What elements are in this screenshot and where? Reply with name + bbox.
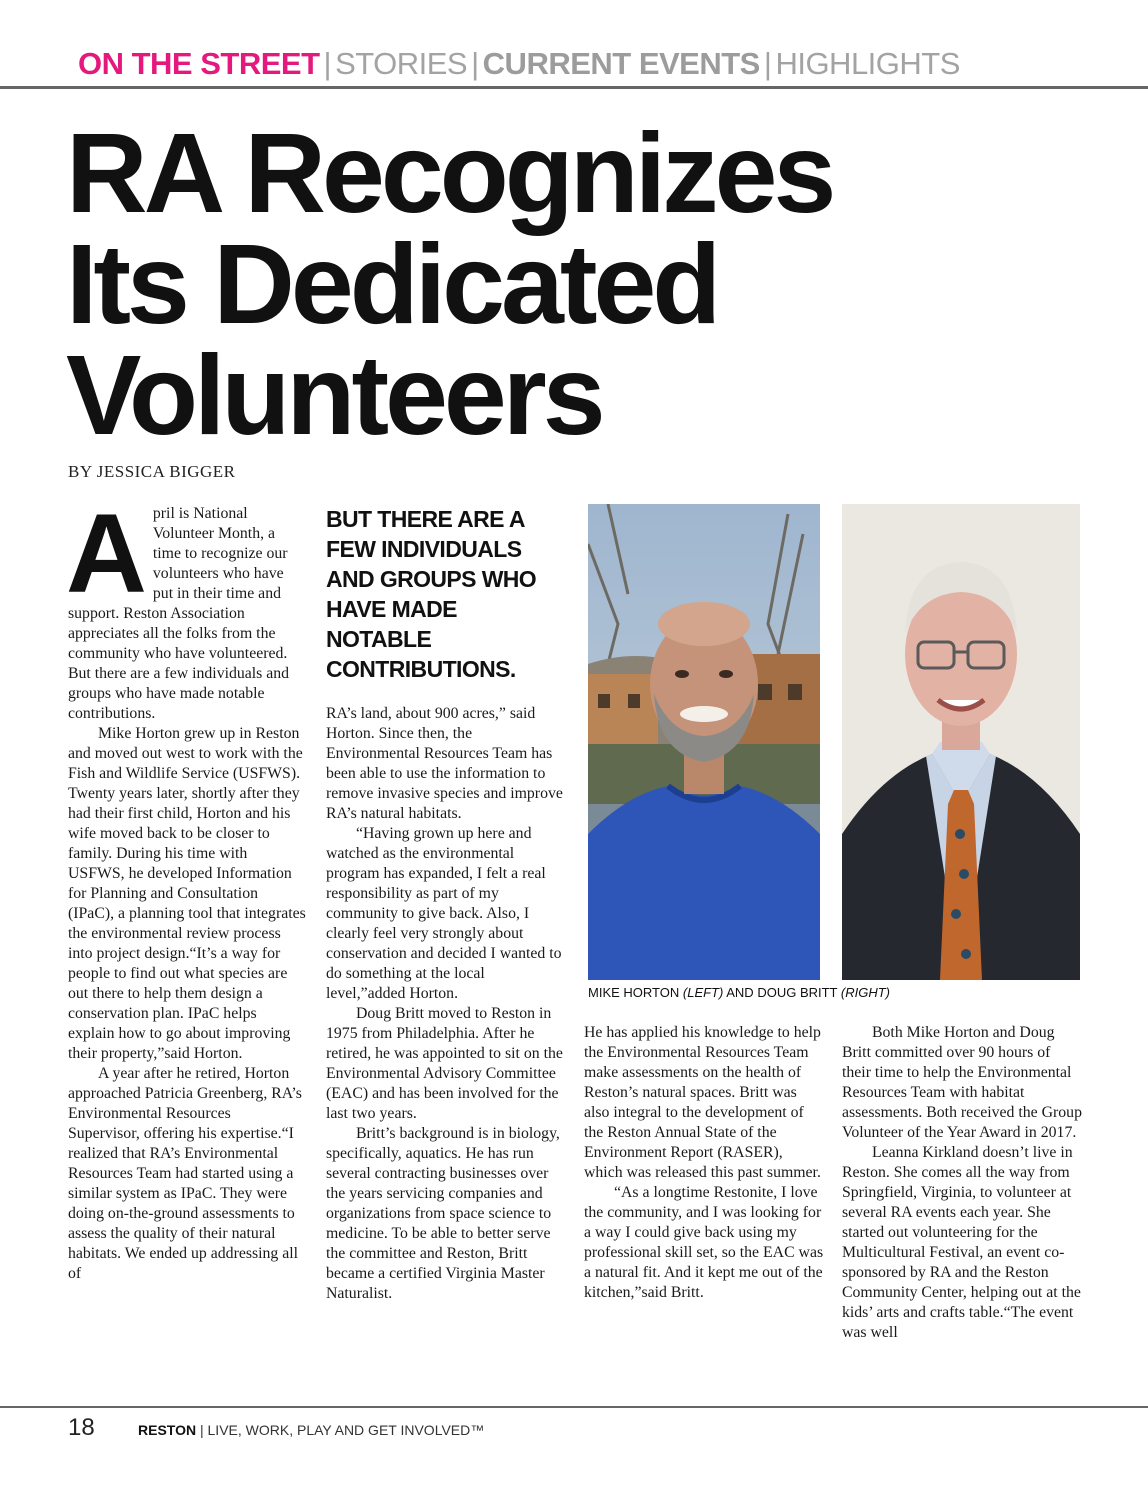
paragraph: Mike Horton grew up in Reston and moved out west to work with the Fish and Wildlife Service (USFWS). Twenty years later, shortly after they had their first child, Horton and his wife moved back to be closer to family. During his time with USFWS, he developed Information for Planning and Consultation (IPaC), a planning tool that integrates the environmental review process into project design.“It’s a way for people to find out what species are out there to help them design a conservation plan. IPaC helps explain how to go about improving their property,”said Horton.	[68, 725, 306, 1062]
section-nav	[78, 44, 960, 84]
caption-conjunction: AND	[726, 985, 754, 1000]
pull-quote: BUT THERE ARE A FEW INDIVIDUALS AND GROUPS WHO HAVE MADE NOTABLE CONTRIBUTIONS.	[326, 506, 537, 682]
paragraph: Britt’s background is in biology, specifically, aquatics. He has run several contracting businesses over the years servicing companies and organizations from space science to medicine. To be able to better serve the committee and Reston, Britt became a certified Virginia Master Naturalist.	[326, 1125, 560, 1302]
paragraph	[66, 491, 306, 724]
page-number: 18	[68, 1414, 95, 1441]
header-rule	[0, 86, 1148, 89]
article-column-4	[842, 1023, 1082, 1343]
paragraph: A year after he retired, Horton approached Patricia Greenberg, RA’s Environmental Resources Supervisor, offering his expertise.“I realized that RA’s Environmental Resources Team had started using a similar system as IPaC. They were doing on-the-ground assessments to assess the quality of their natural habitats. We ended up addressing all of	[68, 1065, 302, 1282]
section-current-events: CURRENT EVENTS	[482, 46, 760, 81]
footer-slogan: LIVE, WORK, PLAY AND GET INVOLVED™	[207, 1422, 485, 1438]
headline-line-1: RA Recognizes	[66, 110, 833, 236]
caption-position-left: (LEFT)	[682, 985, 724, 1000]
nav-separator: |	[471, 46, 479, 81]
drop-cap: A	[66, 491, 147, 616]
paragraph: RA’s land, about 900 acres,” said Horton. Since then, the Environmental Resources Team has been able to use the information to remove invasive species and improve RA’s natural habitats.	[326, 705, 563, 822]
section-stories: STORIES	[335, 46, 468, 81]
article-column-3	[584, 1023, 824, 1303]
headline-line-3: Volunteers	[66, 332, 602, 458]
footer-tagline	[138, 1422, 484, 1438]
article-column-1	[66, 491, 306, 1284]
nav-separator: |	[763, 46, 772, 81]
article-column-2	[326, 504, 564, 1304]
nav-separator: |	[323, 46, 332, 81]
paragraph: Leanna Kirkland doesn’t live in Reston. She comes all the way from Springfield, Virginia, to volunteer at several RA events each year. She started out volunteering for the Multicultural Festival, an event co-sponsored by RA and the Reston Community Center, helping out at the kids’ arts and crafts table.“The event was well	[842, 1144, 1081, 1341]
paragraph: He has applied his knowledge to help the Environmental Resources Team make assessments on the health of Reston’s natural spaces. Britt was also integral to the development of the Reston Annual State of the Environment Report (RASER), which was released this past summer.	[584, 1024, 821, 1181]
headline	[66, 110, 1126, 458]
footer-brand: RESTON	[138, 1422, 197, 1438]
footer-separator: |	[199, 1422, 204, 1438]
paragraph: “As a longtime Restonite, I love the community, and I was looking for a way I could give back using my professional skill set, so the EAC was a natural fit. And it kept me out of the kitchen,”said Britt.	[584, 1184, 824, 1301]
caption-position-right: (RIGHT)	[840, 985, 890, 1000]
photo-caption	[588, 985, 890, 1000]
section-on-the-street: ON THE STREET	[78, 46, 320, 81]
headline-line-2: Its Dedicated	[66, 221, 718, 347]
caption-name-left: MIKE HORTON	[588, 985, 680, 1000]
paragraph: “Having grown up here and watched as the environmental program has expanded, I felt a real responsibility as part of my community to give back. Also, I clearly feel very strongly about conservation and decided I wanted to do something at the local level,”added Horton.	[326, 825, 562, 1002]
paragraph-text: pril is National Volunteer Month, a time to recognize our volunteers who have put in their time and support. Reston Association appreciates all the folks from the community who have volunteered. But there are a few individuals and groups who have made notable contributions.	[68, 505, 290, 722]
paragraph: Doug Britt moved to Reston in 1975 from Philadelphia. After he retired, he was appointed to sit on the Environmental Advisory Committee (EAC) and has been involved for the last two years.	[326, 1005, 563, 1122]
footer-rule	[0, 1406, 1148, 1408]
paragraph: Both Mike Horton and Doug Britt committed over 90 hours of their time to help the Environmental Resources Team with habitat assessments. Both received the Group Volunteer of the Year Award in 2017.	[842, 1024, 1082, 1141]
photo-mike-horton	[588, 504, 820, 980]
caption-name-right: DOUG BRITT	[757, 985, 838, 1000]
photo-doug-britt	[842, 504, 1080, 980]
byline: BY JESSICA BIGGER	[68, 462, 236, 481]
section-highlights: HIGHLIGHTS	[775, 46, 960, 81]
